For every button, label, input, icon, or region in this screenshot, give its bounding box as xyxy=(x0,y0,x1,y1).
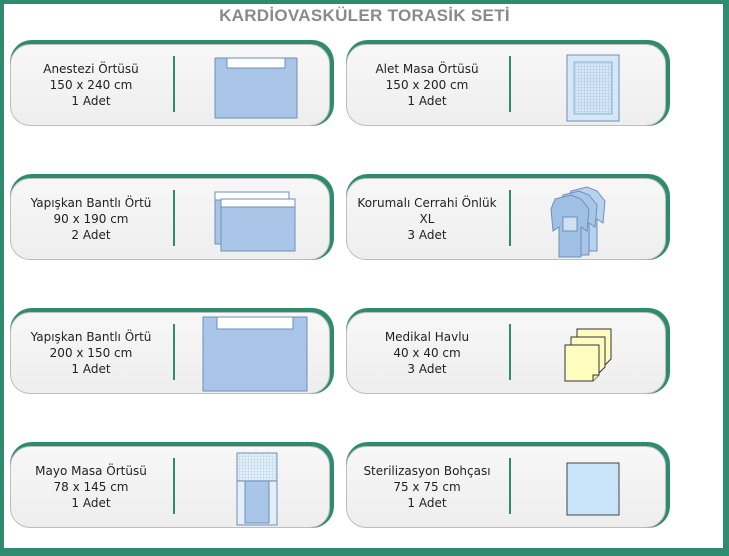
product-card-alet-masa-ortusu xyxy=(346,40,670,126)
product-name: Alet Masa Örtüsü xyxy=(375,62,479,76)
product-size: XL xyxy=(419,212,435,226)
surgical-gown-icon xyxy=(527,179,662,259)
product-quantity: 3 Adet xyxy=(407,228,447,242)
card-divider xyxy=(509,324,511,380)
product-size: 150 x 240 cm xyxy=(49,78,133,92)
product-quantity: 1 Adet xyxy=(407,94,447,108)
product-quantity: 1 Adet xyxy=(71,496,111,510)
product-card-yapiskan-bantli-ortu-1 xyxy=(10,174,334,260)
product-quantity: 1 Adet xyxy=(71,362,111,376)
product-quantity: 3 Adet xyxy=(407,362,447,376)
product-size: 150 x 200 cm xyxy=(385,78,469,92)
mayo-stand-cover-icon xyxy=(191,447,326,527)
card-divider xyxy=(509,458,511,514)
product-name: Sterilizasyon Bohçası xyxy=(363,464,491,478)
product-name: Mayo Masa Örtüsü xyxy=(35,464,147,478)
card-divider xyxy=(509,190,511,246)
adhesive-drape-icon xyxy=(191,313,326,393)
product-size: 40 x 40 cm xyxy=(393,346,461,360)
product-name: Anestezi Örtüsü xyxy=(43,62,139,76)
product-name: Medikal Havlu xyxy=(384,330,470,344)
product-card-sterilizasyon-bohcasi xyxy=(346,442,670,528)
product-card-yapiskan-bantli-ortu-2 xyxy=(10,308,334,394)
product-quantity: 1 Adet xyxy=(407,496,447,510)
product-name: Yapışkan Bantlı Örtü xyxy=(30,196,152,210)
product-size: 90 x 190 cm xyxy=(53,212,129,226)
card-divider xyxy=(173,56,175,112)
card-divider xyxy=(173,190,175,246)
product-card-mayo-masa-ortusu xyxy=(10,442,334,528)
card-divider xyxy=(173,458,175,514)
product-size: 78 x 145 cm xyxy=(53,480,129,494)
card-divider xyxy=(173,324,175,380)
product-card-anestezi-ortusu xyxy=(10,40,334,126)
instrument-table-cover-icon xyxy=(527,45,662,125)
product-size: 200 x 150 cm xyxy=(49,346,133,360)
product-size: 75 x 75 cm xyxy=(393,480,461,494)
sterilization-wrap-icon xyxy=(527,447,662,527)
medical-towel-icon xyxy=(527,313,662,393)
page-title: KARDİOVASKÜLER TORASİK SETİ xyxy=(219,6,510,25)
adhesive-drape-stack-icon xyxy=(191,179,326,259)
card-divider xyxy=(509,56,511,112)
product-quantity: 2 Adet xyxy=(71,228,111,242)
product-name: Yapışkan Bantlı Örtü xyxy=(30,330,152,344)
product-card-korumali-cerrahi-onluk xyxy=(346,174,670,260)
anesthesia-drape-icon xyxy=(191,45,326,125)
product-quantity: 1 Adet xyxy=(71,94,111,108)
product-card-medikal-havlu xyxy=(346,308,670,394)
product-name: Korumalı Cerrahi Önlük xyxy=(357,196,497,210)
